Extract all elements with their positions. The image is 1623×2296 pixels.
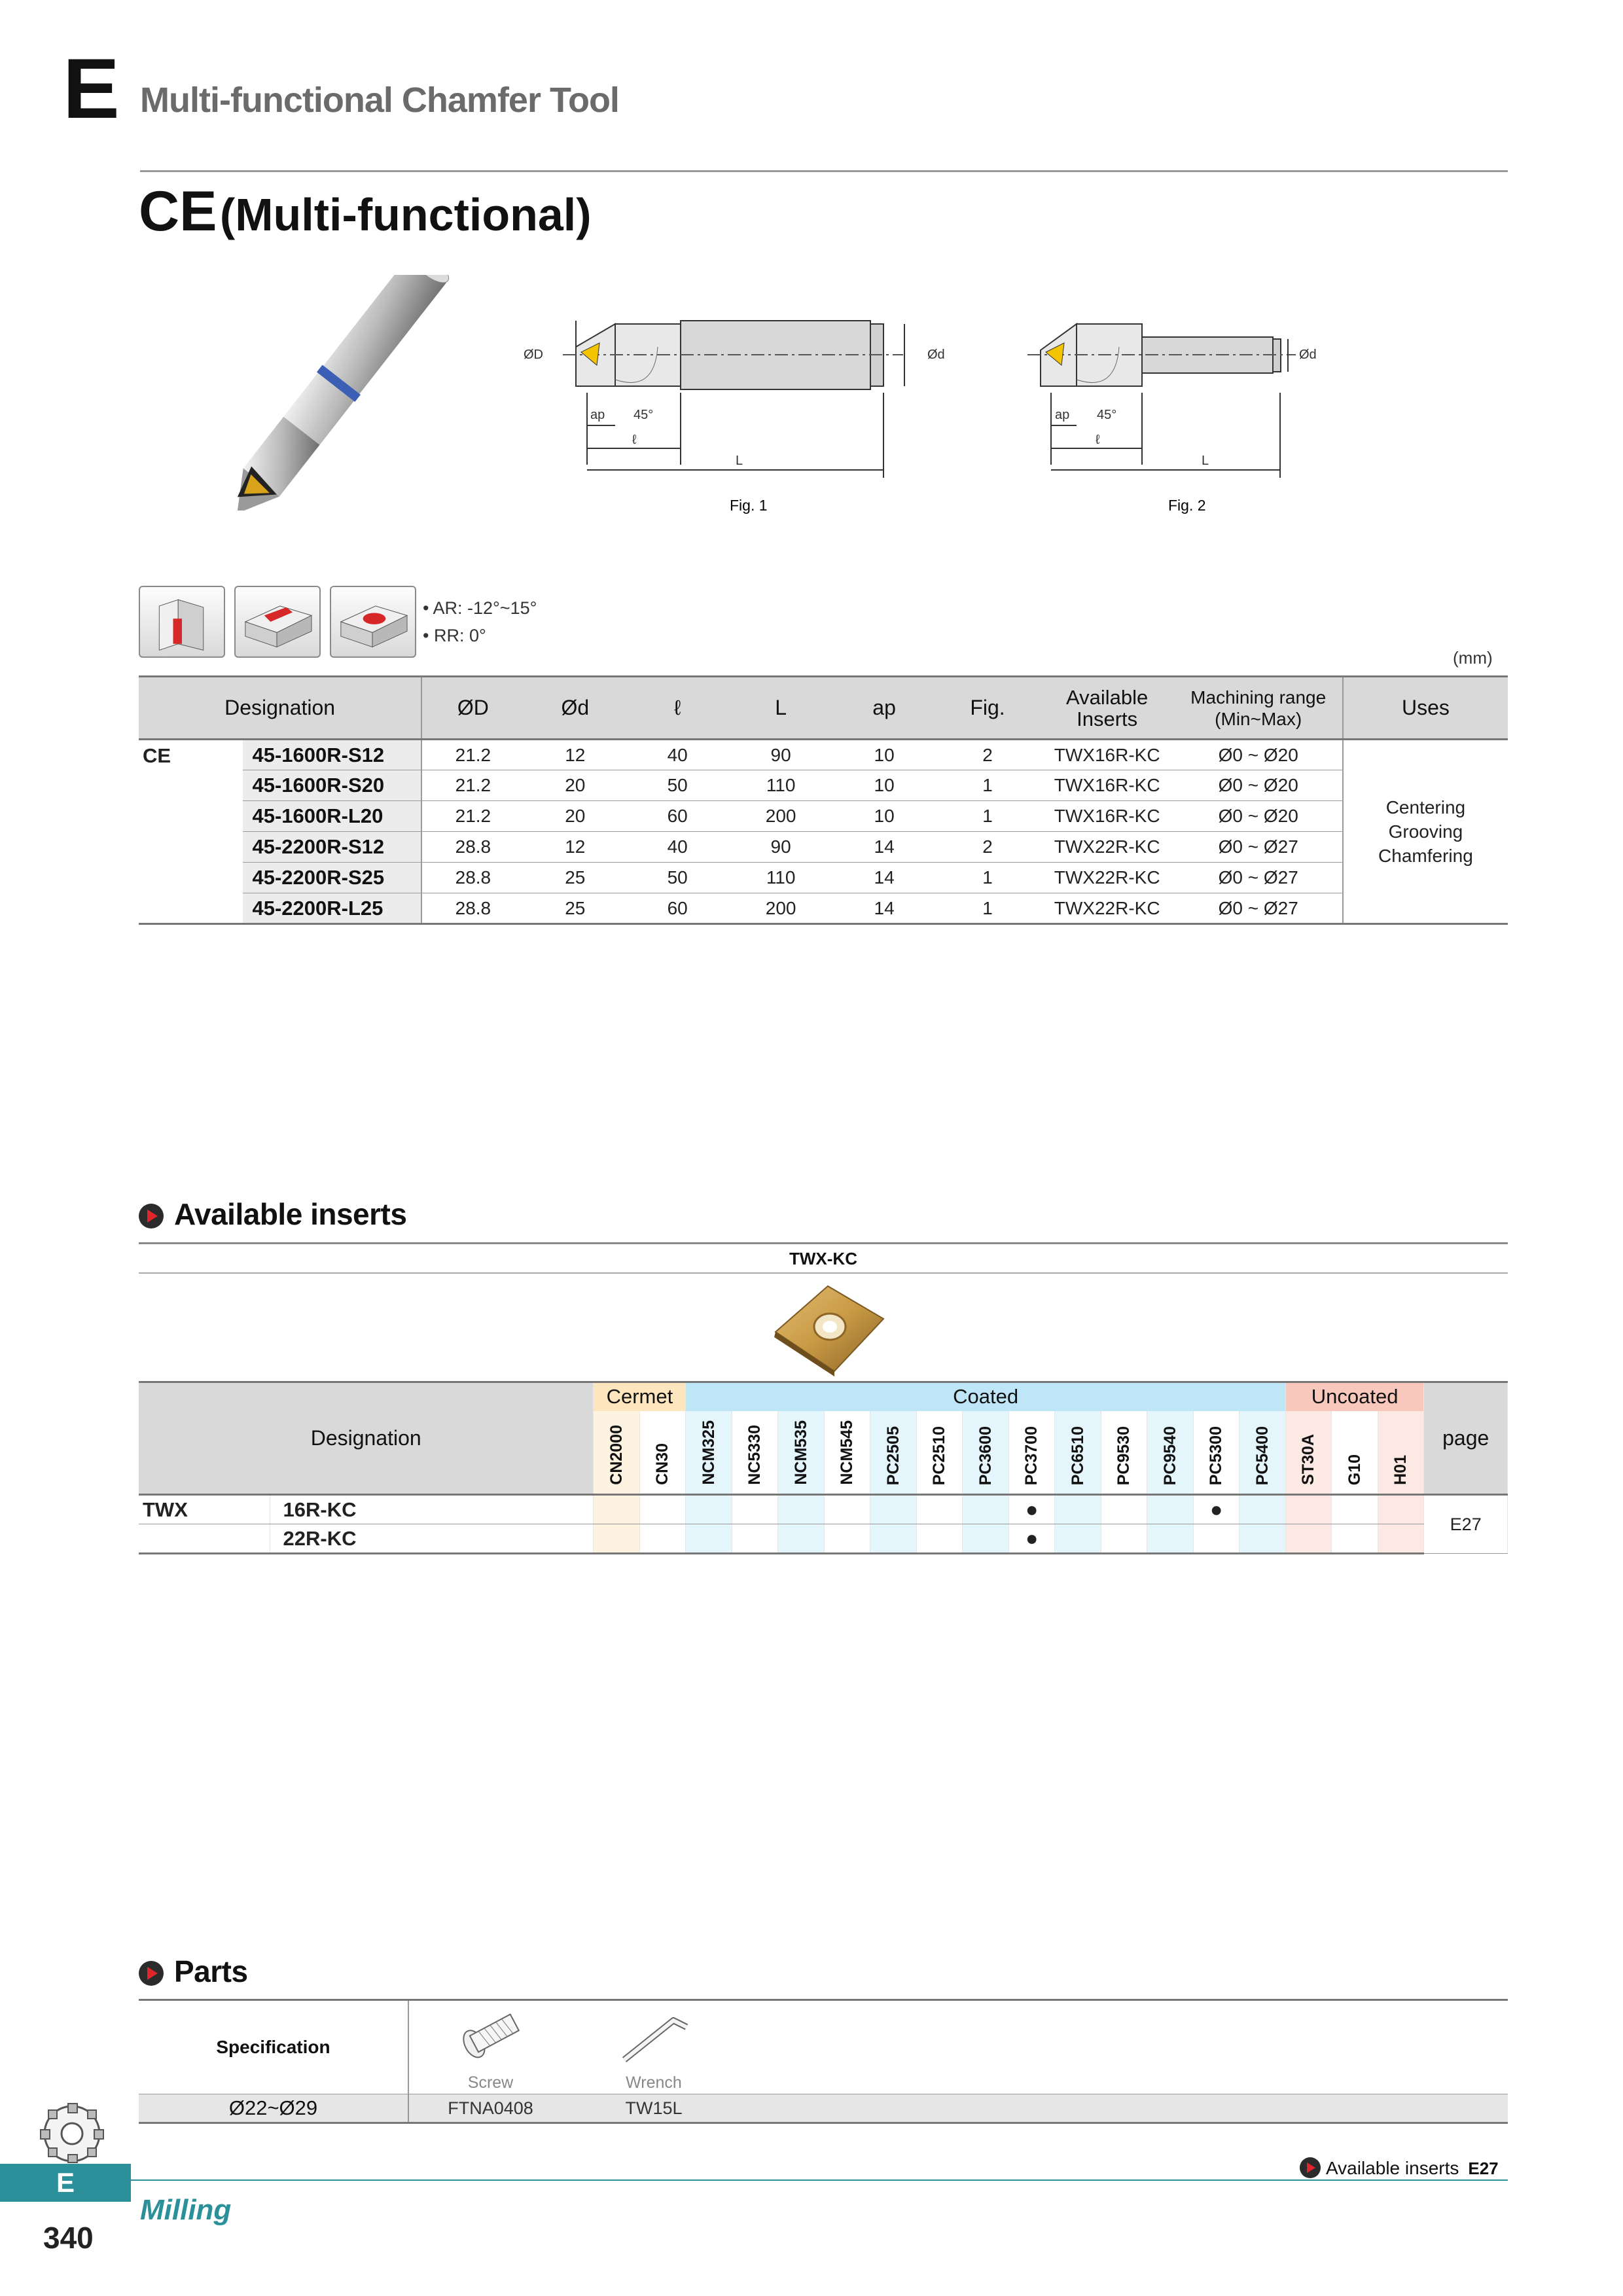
grade-name: PC2510 [930, 1426, 949, 1485]
designation-code: 45-1600R-S12 [243, 740, 421, 770]
grade-cell [1101, 1495, 1147, 1524]
cell-ap: 10 [833, 801, 935, 832]
grade-name: H01 [1391, 1455, 1410, 1485]
availability-dot: ● [1008, 1495, 1055, 1524]
grade-pc5300 [1193, 1411, 1240, 1495]
grade-h01 [1378, 1411, 1424, 1495]
header-designation: Designation [139, 677, 421, 740]
grade-pc2510 [916, 1411, 963, 1495]
cell-L: 90 [728, 740, 832, 770]
cell-L: 110 [728, 863, 832, 893]
use-item: Centering [1385, 797, 1466, 817]
screw-value: FTNA0408 [408, 2094, 572, 2123]
group-coated: Coated [686, 1382, 1286, 1411]
cell-insert: TWX16R-KC [1040, 801, 1175, 832]
cell-insert: TWX16R-KC [1040, 770, 1175, 801]
wrench-value: TW15L [572, 2094, 736, 2123]
header-l: ℓ [626, 677, 728, 740]
parts-table [139, 1999, 1508, 2124]
header-d: Ød [524, 677, 626, 740]
grade-pc6510 [1055, 1411, 1101, 1495]
cell-insert: TWX22R-KC [1040, 832, 1175, 863]
grade-cell [824, 1495, 870, 1524]
wrench-label: Wrench [626, 2073, 682, 2092]
grade-cell [778, 1495, 825, 1524]
insert-row [139, 1495, 1508, 1524]
insert-series [139, 1524, 270, 1554]
figure-1-drawing [524, 288, 982, 517]
insert-photo [762, 1280, 893, 1378]
tool-photo [196, 275, 458, 511]
centering-icon [330, 586, 416, 658]
grade-cell [916, 1495, 963, 1524]
grade-name: NCM535 [791, 1420, 810, 1485]
cell-range: Ø0 ~ Ø27 [1175, 832, 1343, 863]
grade-name: PC3700 [1022, 1426, 1041, 1485]
cell-L: 90 [728, 832, 832, 863]
cell-range: Ø0 ~ Ø20 [1175, 770, 1343, 801]
grade-name: PC6510 [1068, 1426, 1087, 1485]
grade-name: NC5330 [745, 1425, 764, 1485]
section-title: Multi-functional Chamfer Tool [140, 81, 619, 120]
grade-name: G10 [1345, 1454, 1364, 1485]
milling-rule [131, 2179, 1508, 2181]
dim-D-label: ØD [524, 348, 543, 362]
cell-L: 110 [728, 770, 832, 801]
dim-angle-label: 45° [633, 408, 654, 422]
grade-pc3700 [1008, 1411, 1055, 1495]
cell-fig: 2 [935, 740, 1039, 770]
screw-label: Screw [467, 2073, 514, 2092]
use-item: Grooving [1388, 821, 1463, 842]
dim-d-label: Ød [927, 348, 945, 362]
insert-page-ref[interactable]: E27 [1424, 1495, 1508, 1554]
grade-name: CN30 [653, 1443, 672, 1485]
header-inserts-text: Available Inserts [1066, 685, 1149, 730]
cell-D: 21.2 [421, 770, 524, 801]
footer-reference-link[interactable] [1300, 2153, 1499, 2179]
grade-ncm325 [686, 1411, 732, 1495]
grade-cell [870, 1495, 917, 1524]
page-number: 340 [43, 2221, 94, 2255]
arrow-bullet-icon [139, 1961, 164, 1986]
dim-L-label: L [736, 454, 743, 468]
parts-heading [139, 1954, 248, 1989]
cell-d: 12 [524, 832, 626, 863]
grade-name: PC5400 [1253, 1426, 1272, 1485]
grade-cell [1193, 1524, 1240, 1554]
parts-spec-value: Ø22~Ø29 [139, 2094, 408, 2123]
cell-ap: 14 [833, 893, 935, 924]
cell-range: Ø0 ~ Ø27 [1175, 893, 1343, 924]
grade-st30a [1285, 1411, 1332, 1495]
grade-name: PC3600 [976, 1426, 995, 1485]
grade-name: NCM325 [699, 1420, 718, 1485]
header-fig: Fig. [935, 677, 1039, 740]
cell-fig: 1 [935, 863, 1039, 893]
cell-d: 25 [524, 863, 626, 893]
screw-cell [408, 2000, 572, 2094]
cell-l: 60 [626, 893, 728, 924]
parts-header-fill [736, 2000, 1508, 2094]
spec-row [139, 801, 1508, 832]
grade-cell [1378, 1524, 1424, 1554]
grade-cell [963, 1495, 1009, 1524]
cell-range: Ø0 ~ Ø27 [1175, 863, 1343, 893]
grade-cell [686, 1495, 732, 1524]
cell-L: 200 [728, 893, 832, 924]
series-label: CE [139, 740, 243, 924]
spec-header-row [139, 677, 1508, 740]
grade-cell [1101, 1524, 1147, 1554]
insert-code: 16R-KC [270, 1495, 594, 1524]
cell-fig: 1 [935, 893, 1039, 924]
fig2-dim-l-label: ℓ [1096, 433, 1100, 447]
cell-ap: 10 [833, 770, 935, 801]
grade-cell [686, 1524, 732, 1554]
cell-fig: 2 [935, 832, 1039, 863]
axial-rake-text: • AR: -12°~15° [423, 598, 537, 618]
cell-d: 20 [524, 801, 626, 832]
grade-cell [1055, 1495, 1101, 1524]
insert-type-rule [139, 1272, 1508, 1274]
grade-name: ST30A [1299, 1434, 1318, 1485]
chamfering-icon [234, 586, 321, 658]
grade-cell [1285, 1495, 1332, 1524]
fig2-dim-L-label: L [1202, 454, 1209, 468]
grade-cell [1055, 1524, 1101, 1554]
cell-D: 21.2 [421, 801, 524, 832]
figure-2-caption: Fig. 2 [1168, 497, 1206, 514]
grade-name: PC5300 [1207, 1426, 1226, 1485]
header-D: ØD [421, 677, 524, 740]
grade-cell [594, 1495, 640, 1524]
cell-insert: TWX22R-KC [1040, 893, 1175, 924]
cell-ap: 14 [833, 863, 935, 893]
product-title [139, 180, 592, 243]
available-inserts-heading [139, 1196, 406, 1232]
grade-pc3600 [963, 1411, 1009, 1495]
cell-l: 50 [626, 770, 728, 801]
availability-dot: ● [1008, 1524, 1055, 1554]
grade-group-row [139, 1382, 1508, 1411]
cell-range: Ø0 ~ Ø20 [1175, 801, 1343, 832]
parts-header-row [139, 2000, 1508, 2094]
header-L: L [728, 677, 832, 740]
grade-pc2505 [870, 1411, 917, 1495]
grade-cell [1332, 1524, 1378, 1554]
product-code: CE [139, 180, 217, 243]
grade-name: PC2505 [883, 1426, 902, 1485]
milling-cutter-icon [34, 2101, 111, 2164]
grade-ncm535 [778, 1411, 825, 1495]
spec-row [139, 893, 1508, 924]
grade-pc9540 [1147, 1411, 1194, 1495]
spec-row [139, 832, 1508, 863]
cell-l: 40 [626, 832, 728, 863]
cell-D: 21.2 [421, 740, 524, 770]
grade-cell [916, 1524, 963, 1554]
cell-d: 20 [524, 770, 626, 801]
spec-table [139, 675, 1508, 925]
rake-angles [423, 594, 537, 649]
available-inserts-rule [139, 1242, 1508, 1244]
grade-cell [1147, 1495, 1194, 1524]
grade-cell [732, 1495, 778, 1524]
grade-cell [963, 1524, 1009, 1554]
designation-code: 45-2200R-S12 [243, 832, 421, 863]
grade-table [139, 1381, 1508, 1554]
spec-row [139, 770, 1508, 801]
parts-row [139, 2094, 1508, 2123]
grade-cell [778, 1524, 825, 1554]
dim-ap-label: ap [590, 408, 605, 422]
designation-code: 45-1600R-L20 [243, 801, 421, 832]
availability-dot: ● [1193, 1495, 1240, 1524]
screw-icon [452, 2001, 530, 2069]
grade-g10 [1332, 1411, 1378, 1495]
figure-1-caption: Fig. 1 [730, 497, 768, 514]
section-letter: E [63, 41, 120, 136]
grade-cell [824, 1524, 870, 1554]
grade-name: PC9540 [1160, 1426, 1179, 1485]
footer-ref-text: Available inserts [1326, 2158, 1459, 2178]
grade-cell [1240, 1524, 1286, 1554]
fig2-dim-angle-label: 45° [1097, 408, 1117, 422]
dim-l-label: ℓ [632, 433, 637, 447]
grade-cn2000 [594, 1411, 640, 1495]
cell-d: 25 [524, 893, 626, 924]
parts-header-spec: Specification [139, 2000, 408, 2094]
fig2-dim-d-label: Ød [1299, 348, 1317, 362]
group-uncoated: Uncoated [1285, 1382, 1424, 1411]
cell-range: Ø0 ~ Ø20 [1175, 740, 1343, 770]
grade-cell [1147, 1524, 1194, 1554]
wrench-icon [611, 2001, 696, 2069]
grade-cell [639, 1495, 686, 1524]
arrow-bullet-icon [1300, 2157, 1321, 2178]
insert-type-label: TWX-KC [789, 1249, 857, 1268]
fig2-dim-ap-label: ap [1055, 408, 1070, 422]
parts-title: Parts [174, 1954, 248, 1988]
wrench-cell [572, 2000, 736, 2094]
insert-series: TWX [139, 1495, 270, 1524]
cell-D: 28.8 [421, 832, 524, 863]
uses-cell [1343, 740, 1508, 924]
spec-row [139, 740, 1508, 770]
grade-name: CN2000 [607, 1425, 626, 1485]
grade-cell [870, 1524, 917, 1554]
grade-cell [1240, 1495, 1286, 1524]
parts-row-fill [736, 2094, 1508, 2123]
cell-D: 28.8 [421, 893, 524, 924]
cell-d: 12 [524, 740, 626, 770]
use-item: Chamfering [1378, 846, 1473, 866]
header-range-text: Machining range (Min~Max) [1190, 687, 1327, 729]
cell-ap: 10 [833, 740, 935, 770]
grade-cell [732, 1524, 778, 1554]
cell-L: 200 [728, 801, 832, 832]
cell-ap: 14 [833, 832, 935, 863]
grade-name: PC9530 [1115, 1426, 1133, 1485]
spec-row [139, 863, 1508, 893]
footer-ref-page: E27 [1468, 2159, 1499, 2178]
grade-cell [639, 1524, 686, 1554]
cell-fig: 1 [935, 770, 1039, 801]
grooving-icon [139, 586, 225, 658]
grade-name: NCM545 [838, 1420, 857, 1485]
grade-header-designation: Designation [139, 1382, 594, 1495]
insert-row [139, 1524, 1508, 1554]
grade-nc5330 [732, 1411, 778, 1495]
group-cermet: Cermet [594, 1382, 686, 1411]
cell-l: 40 [626, 740, 728, 770]
header-uses: Uses [1343, 677, 1508, 740]
grade-cn30 [639, 1411, 686, 1495]
header-range [1175, 677, 1343, 740]
section-tab[interactable]: E [0, 2164, 131, 2202]
cell-insert: TWX16R-KC [1040, 740, 1175, 770]
grade-cell [1378, 1495, 1424, 1524]
arrow-bullet-icon [139, 1204, 164, 1229]
grade-cell [1285, 1524, 1332, 1554]
grade-ncm545 [824, 1411, 870, 1495]
cell-l: 60 [626, 801, 728, 832]
product-subtitle: (Multi-functional) [219, 189, 592, 240]
header-ap: ap [833, 677, 935, 740]
grade-pc5400 [1240, 1411, 1286, 1495]
designation-code: 45-2200R-L25 [243, 893, 421, 924]
unit-label: (mm) [1453, 648, 1493, 668]
grade-pc9530 [1101, 1411, 1147, 1495]
available-inserts-title: Available inserts [174, 1197, 407, 1231]
radial-rake-text: • RR: 0° [423, 626, 486, 645]
designation-code: 45-2200R-S25 [243, 863, 421, 893]
cell-D: 28.8 [421, 863, 524, 893]
grade-cell [1332, 1495, 1378, 1524]
figure-2-drawing [1008, 288, 1361, 517]
section-tab-label: Milling [140, 2194, 232, 2226]
cell-l: 50 [626, 863, 728, 893]
cell-fig: 1 [935, 801, 1039, 832]
header-inserts [1040, 677, 1175, 740]
header-rule [140, 170, 1508, 172]
insert-code: 22R-KC [270, 1524, 594, 1554]
designation-code: 45-1600R-S20 [243, 770, 421, 801]
grade-header-page: page [1424, 1382, 1508, 1495]
grade-cell [594, 1524, 640, 1554]
cell-insert: TWX22R-KC [1040, 863, 1175, 893]
